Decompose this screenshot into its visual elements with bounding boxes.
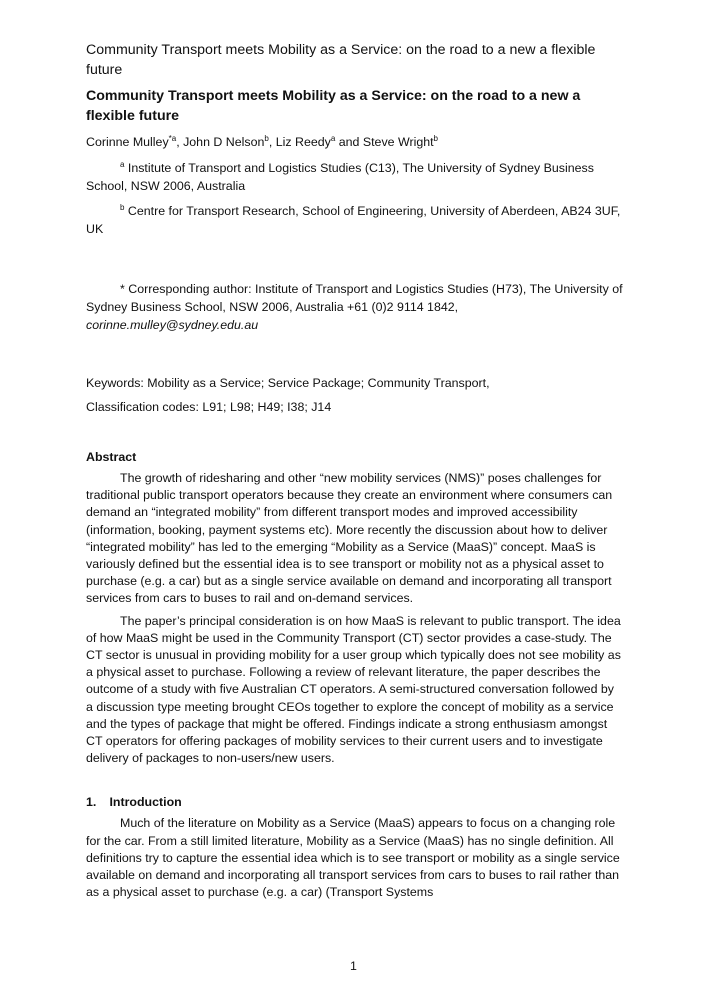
author-list (86, 133, 624, 151)
affiliation-text: Centre for Transport Research, School of Engineering, University of Aberdeen, AB24 3UF, UK (86, 204, 621, 236)
author-name: Steve Wright (362, 135, 434, 149)
paper-title: Community Transport meets Mobility as a Service: on the road to a new a flexible future (86, 88, 581, 124)
section-number: 1. (86, 795, 97, 810)
page-number: 1 (350, 959, 357, 973)
corresponding-text: * Corresponding author: Institute of Transport and Logistics Studies (H73), The University of Sydney Business School, NSW 2006, Australia +61 (0)2 9114 1842, (86, 282, 623, 314)
author-mark: b (433, 134, 438, 143)
affiliation-mark: b (120, 203, 125, 212)
abstract-paragraph: The growth of ridesharing and other “new mobility services (NMS)” poses challenges for traditional public transport operators because they create an environment where consumers can demand an “integrated mobility” from different transport modes and improved accessibility (information, booking, payment systems etc). More recently the discussion about how to deliver “integrated mobility” has led to the emerging “Mobility as a Service (MaaS)” concept. MaaS is variously defined but the essential idea is to see transport or mobility not as a physical asset to purchase (e.g. a car) but as a single service available on demand and incorporating all transport services from cars to buses to rail and on-demand services. (86, 471, 613, 606)
running-header: Community Transport meets Mobility as a Service: on the road to a new a flexible future (86, 42, 596, 78)
author-separator: and (335, 135, 363, 149)
author-mark: b (264, 134, 269, 143)
abstract-paragraph: The paper’s principal consideration is on how MaaS is relevant to public transport. The idea of how MaaS might be used in the Community Transport (CT) sector provides a case-study. The CT sector is unusual in providing mobility for a user group which typically does not see mobility as a physical asset to purchase. Following a review of relevant literature, the paper describes the outcome of a study with five Australian CT operators. A semi-structured conversation followed by a discussion type meeting brought CEOs together to explore the concept of mobility as a service and the types of package that might be offered. Findings indicate a strong enthusiasm amongst CT operators for offering packages of mobility services to their current users and to investigate delivery of packages to non-users/new users. (86, 613, 621, 766)
author-mark: a (330, 134, 336, 143)
corresponding-email: corinne.mulley@sydney.edu.au (86, 318, 259, 332)
classification-codes: Classification codes: L91; L98; H49; I38; J14 (86, 400, 332, 414)
affiliation-b (86, 202, 624, 238)
section-title: Introduction (109, 795, 182, 810)
introduction-heading (86, 793, 624, 811)
corresponding-author (86, 280, 624, 334)
author-separator: , (176, 135, 184, 149)
introduction-paragraph: Much of the literature on Mobility as a Service (MaaS) appears to focus on a changing role for the car. From a still limited literature, Mobility as a Service (MaaS) has no single definition. All definitions try to capture the essential idea which is to see transport or mobility as a single service available on demand and incorporating all transport services from cars to buses to rail rather than as a physical asset to purchase (e.g. a car) (Transport Systems (86, 816, 620, 900)
affiliation-text: Institute of Transport and Logistics Studies (C13), The University of Sydney Business School, NSW 2006, Australia (86, 161, 594, 193)
author-separator: , (268, 135, 276, 149)
affiliation-mark: a (120, 160, 125, 169)
affiliation-a (86, 159, 624, 195)
paper-page (86, 40, 624, 906)
author-name: Corinne Mulley (86, 135, 169, 149)
author-name: Liz Reedy (275, 135, 331, 149)
author-name: John D Nelson (183, 135, 265, 149)
author-mark: *a (168, 134, 177, 143)
keywords: Keywords: Mobility as a Service; Service Package; Community Transport, (86, 376, 490, 390)
abstract-heading: Abstract (86, 450, 137, 464)
